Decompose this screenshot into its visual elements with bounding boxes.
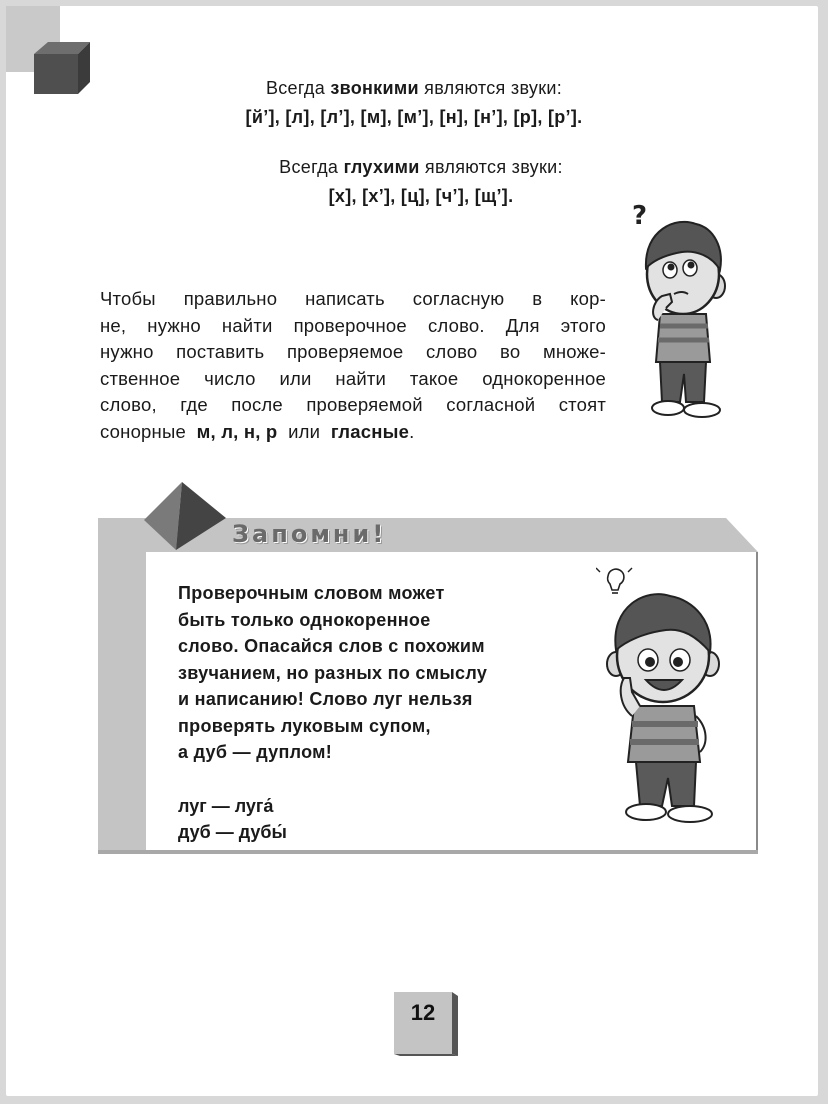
sonorant-prefix: сонорные bbox=[100, 420, 186, 442]
paragraph-line: не, нужно найти проверочное слово. Для этого bbox=[100, 314, 606, 336]
voiced-suffix: являются звуки: bbox=[424, 78, 563, 98]
voiceless-sounds: [х], [х’], [ц], [ч’], [щ’]. bbox=[328, 186, 514, 206]
paragraph-last-line bbox=[100, 419, 606, 446]
idea-boy-illustration bbox=[596, 566, 730, 832]
remember-title: Запомни! bbox=[232, 520, 387, 548]
thinking-boy-illustration bbox=[626, 190, 740, 428]
examples-list bbox=[178, 793, 287, 845]
voiceless-rule-heading bbox=[7, 153, 828, 182]
rule-line: а дуб — дуплом! bbox=[178, 742, 333, 762]
voiced-prefix: Всегда bbox=[265, 78, 326, 98]
vowels-emphasis: гласные bbox=[330, 420, 410, 442]
rule-line: и написанию! Слово луг нельзя bbox=[178, 689, 473, 709]
rule-line: быть только однокоренное bbox=[178, 609, 431, 630]
voiced-rule bbox=[0, 74, 828, 132]
remember-bottom-band bbox=[98, 850, 758, 854]
paragraph-line: Чтобы правильно написать согласную в кор- bbox=[100, 288, 606, 309]
rule-line: слово. Опасайся слов с похожим bbox=[178, 636, 485, 656]
paragraph-end: . bbox=[409, 420, 415, 442]
voiced-emphasis: звонкими bbox=[330, 78, 419, 98]
remember-rule-text bbox=[178, 580, 568, 766]
page-number: 12 bbox=[410, 1000, 436, 1025]
voiceless-suffix: являются звуки: bbox=[424, 157, 563, 177]
rule-line: Проверочным словом может bbox=[178, 583, 445, 603]
pyramid-icon bbox=[140, 480, 230, 552]
sonorant-letters: м, л, н, р bbox=[196, 420, 278, 442]
paragraph-line: ственное число или найти такое однокоренное bbox=[100, 367, 606, 389]
paragraph-line: слово, где после проверяемой согласной стоят bbox=[100, 394, 606, 415]
voiced-rule-heading bbox=[0, 74, 828, 103]
sonorant-middle: или bbox=[288, 420, 321, 442]
example-item: луг — луга́ bbox=[178, 796, 274, 816]
voiced-sounds: [й’], [л], [л’], [м], [м’], [н], [н’], [р], [р’]. bbox=[245, 107, 583, 127]
lightbulb-icon bbox=[596, 566, 632, 593]
rule-line: звучанием, но разных по смыслу bbox=[178, 662, 488, 683]
main-paragraph bbox=[100, 286, 606, 445]
rule-line: проверять луковым супом, bbox=[178, 715, 431, 736]
voiceless-emphasis: глухими bbox=[343, 157, 420, 177]
paragraph-line: нужно поставить проверяемое слово во множе- bbox=[100, 341, 606, 362]
svg-text:?: ? bbox=[632, 201, 648, 231]
voiceless-prefix: Всегда bbox=[279, 157, 339, 177]
example-item: дуб — дубы́ bbox=[178, 822, 287, 842]
remember-left-band bbox=[98, 518, 148, 854]
